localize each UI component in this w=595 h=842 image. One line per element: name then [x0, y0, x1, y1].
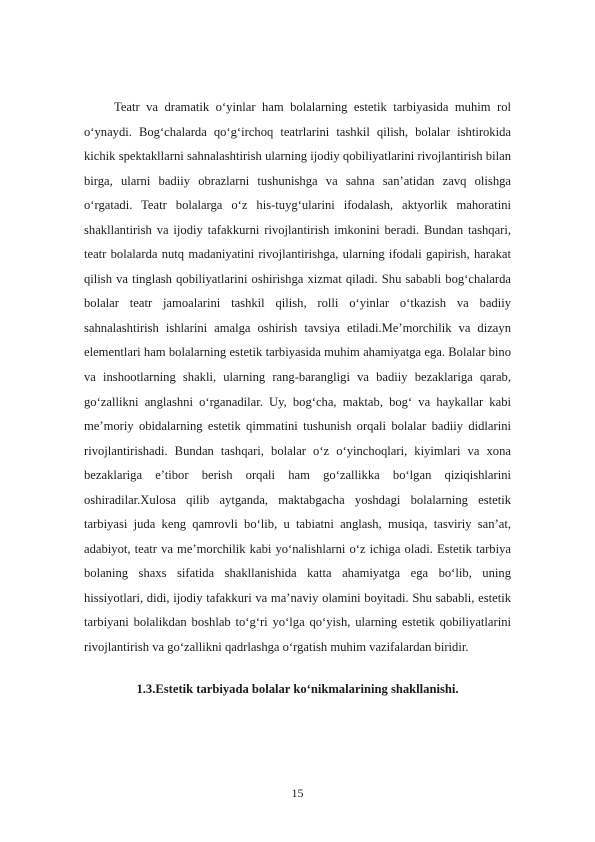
page-number: 15	[291, 786, 304, 800]
body-paragraph: Teatr va dramatik o‘yinlar ham bolalarning estetik tarbiyasida muhim rol o‘ynaydi. Bog‘chalarda qo‘g‘irchoq teatrlarini tashkil qilish, bolalar ishtirokida kichik spektakllarni sahnalashtirish ularning ijodiy qobiliyatlarini rivojlantirish bilan birga, ularni badiiy obrazlarni tushunishga va sahna san’atidan zavq olishga o‘rgatadi. Teatr bolalarga o‘z his-tuyg‘ularini ifodalash, aktyorlik mahoratini shakllantirish va ijodiy tafakkurni rivojlantirish imkonini beradi. Bundan tashqari, teatr bolalarda nutq madaniyatini rivojlantirishga, ularning ifodali gapirish, harakat qilish va tinglash qobiliyatlarini oshirishga xizmat qiladi. Shu sababli bog‘chalarda bolalar teatr jamoalarini tashkil qilish, rolli o‘yinlar o‘tkazish va badiiy sahnalashtirish ishlarini amalga oshirish tavsiya etiladi.Me’morchilik va dizayn elementlari ham bolalarning estetik tarbiyasida muhim ahamiyatga ega. Bolalar bino va inshootlarning shakli, ularning rang-barangligi va badiiy bezaklariga qarab, go‘zallikni anglashni o‘rganadilar. Uy, bog‘cha, maktab, bog‘ va haykallar kabi me’moriy obidalarning estetik qimmatini tushunish orqali bolalar badiiy didlarini rivojlantirishadi. Bundan tashqari, bolalar o‘z o‘yinchoqlari, kiyimlari va xona bezaklariga e’tibor berish orqali ham go‘zallikka bo‘lgan qiziqishlarini oshiradilar.Xulosa qilib aytganda, maktabgacha yoshdagi bolalarning estetik tarbiyasi juda keng qamrovli bo‘lib, u tabiatni anglash, musiqa, tasviriy san’at, adabiyot, teatr va me’morchilik kabi yo‘nalishlarni o‘z ichiga oladi. Estetik tarbiya bolaning shaxs sifatida shakllanishida katta ahamiyatga ega bo‘lib, uning hissiyotlari, didi, ijodiy tafakkuri va ma’naviy olamini boyitadi. Shu sababli, estetik tarbiyani bolalikdan boshlab to‘g‘ri yo‘lga qo‘yish, ularning estetik qobiliyatlarini rivojlantirish va go‘zallikni qadrlashga o‘rgatish muhim vazifalardan biridir.	[84, 100, 511, 655]
section-heading: 1.3.Estetik tarbiyada bolalar ko‘nikmalarining shakllanishi.	[136, 682, 459, 696]
